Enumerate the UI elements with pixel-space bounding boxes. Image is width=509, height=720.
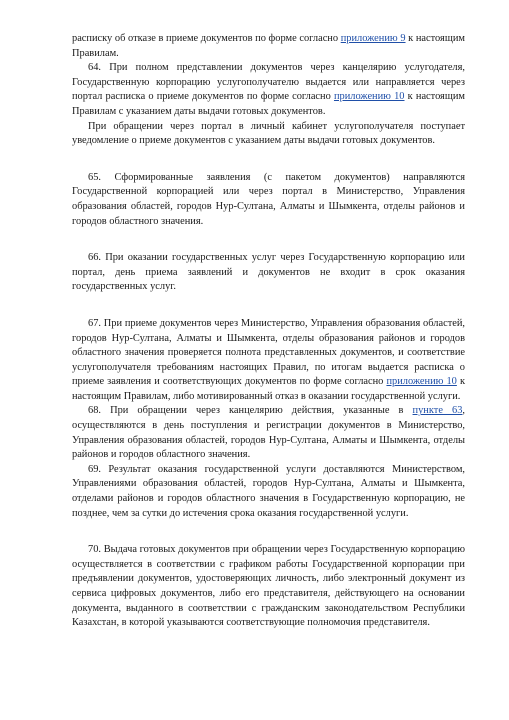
paragraph-text: расписку об отказе в приеме документов по форме согласно <box>72 33 341 44</box>
paragraph-text: 64. При полном представлении документов через канцелярию услугодателя, Государственную корпорацию услугополучателю выдается или направляется через портал расписка о приеме документов по форме согласно <box>72 62 465 103</box>
paragraph-text: к настоящим Правилам. <box>72 33 465 59</box>
paragraph-text: к настоящим Правилам с указанием даты выдачи готовых документов. <box>72 91 465 117</box>
paragraph-text: 68. При обращении через канцелярию действия, указанные в <box>88 405 413 417</box>
spacer <box>72 149 465 171</box>
spacer <box>72 229 465 251</box>
paragraph-continuation <box>72 32 465 61</box>
link-appendix-10[interactable]: приложению 10 <box>333 91 405 103</box>
paragraph-68 <box>72 404 465 462</box>
spacer <box>72 295 465 317</box>
link-appendix-10[interactable]: приложению 10 <box>386 376 457 388</box>
link-point-63[interactable]: пункте 63 <box>412 405 463 417</box>
paragraph-69: 69. Результат оказания государственной услуги доставляются Министерством, Управлениями образования областей, городов Нур-Султана, Алматы и Шымкента, отделами районов и городов областного значения в Государственную корпорацию, не позднее, чем за сутки до истечения срока оказания государственной услуги. <box>72 463 465 519</box>
paragraph-64-portal: При обращении через портал в личный кабинет услугополучателя поступает уведомление о приеме документов с указанием даты выдачи готовых документов. <box>72 120 465 147</box>
paragraph-65: 65. Сформированные заявления (с пакетом документов) направляются Государственной корпорацией или через портал в Министерство, Управления образования областей, городов Нур-Султана, Алматы и Шымкента, отделы районов и городов областного значения. <box>72 171 465 227</box>
paragraph-text: , осуществляются в день поступления и регистрации документов в Министерство, Управления образования областей, городов Нур-Султана, Алматы и Шымкента, отделы районов и городов областного значения. <box>72 405 466 461</box>
paragraph-text: 67. При приеме документов через Министерство, Управления образования областей, городов Нур-Султана, Алматы и Шымкента, отделы образования районов и городов областного значения проверяется полнота представленных документов, и соответствие услугополучателя требованиям настоящих Правил, по итогам выдается расписка о приеме заявления и соответствующих документов по форме согласно <box>72 317 465 388</box>
link-appendix-9[interactable]: приложению 9 <box>340 33 406 44</box>
paragraph-64 <box>72 61 465 119</box>
spacer <box>72 521 465 543</box>
paragraph-text: к настоящим Правилам, либо мотивированный отказ в оказании государственной услуги. <box>72 376 465 402</box>
paragraph-70: 70. Выдача готовых документов при обращении через Государственную корпорацию осуществляется в соответствии с графиком работы Государственной корпорации при предъявлении документов, удостоверяющих личность, либо электронный документ из сервиса цифровых документов, либо его представителя, действующего на основании документа, выданного в соответствии с гражданским законодательством Республики Казахстан, в которой указываются соответствующие полномочия представителя. <box>72 544 465 629</box>
paragraph-66: 66. При оказании государственных услуг через Государственную корпорацию или портал, день приема заявлений и документов не входит в срок оказания государственных услуг. <box>72 252 465 293</box>
paragraph-67 <box>72 317 465 405</box>
